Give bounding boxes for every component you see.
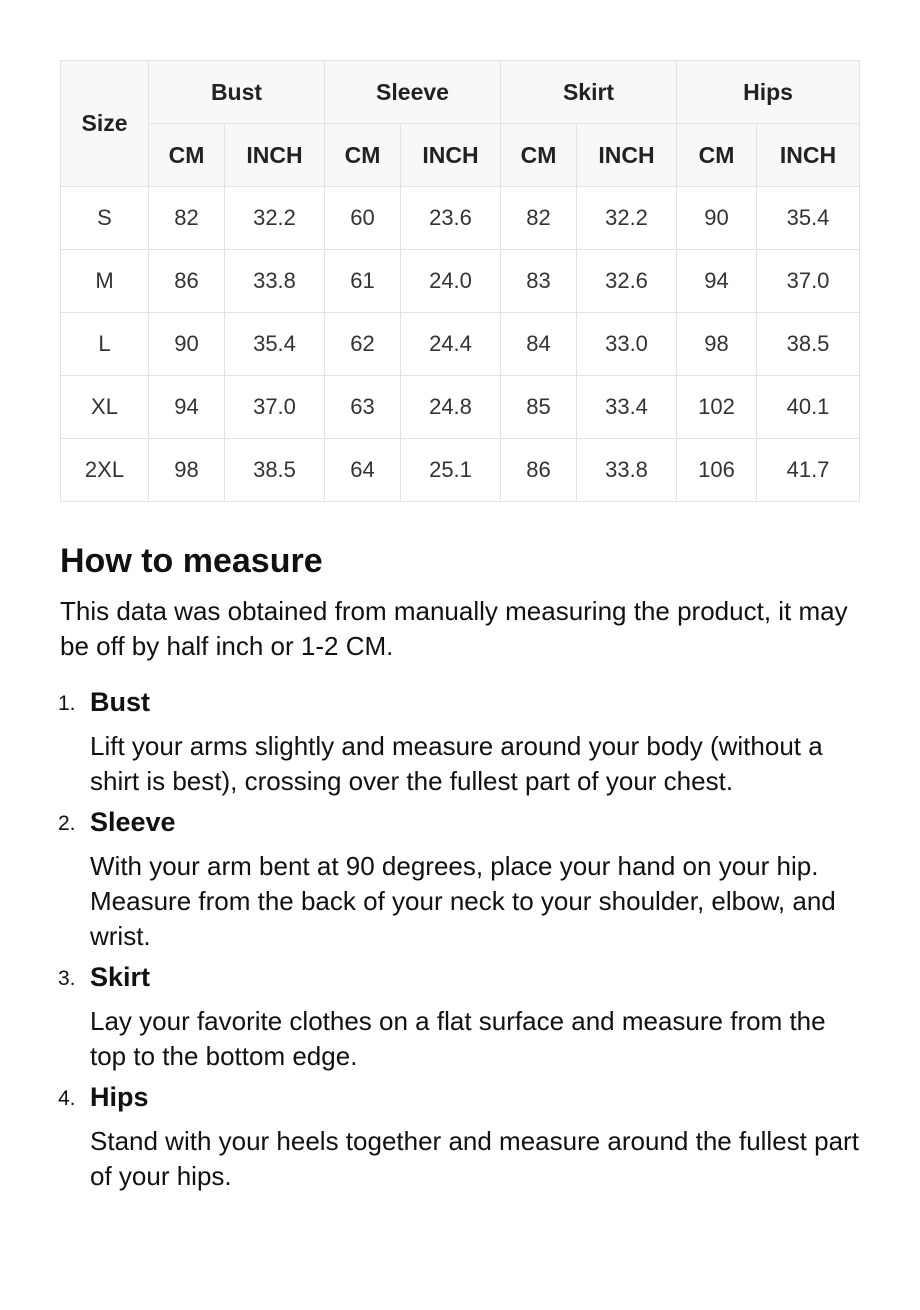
table-cell: 62 xyxy=(325,313,401,376)
table-cell: 86 xyxy=(149,250,225,313)
table-cell: 35.4 xyxy=(757,187,860,250)
header-group-row xyxy=(61,61,860,124)
table-cell: 102 xyxy=(677,376,757,439)
table-cell: 33.8 xyxy=(577,439,677,502)
table-body xyxy=(61,187,860,502)
table-row xyxy=(61,313,860,376)
how-to-measure-heading: How to measure xyxy=(60,542,323,580)
table-row xyxy=(61,439,860,502)
table-cell: 33.4 xyxy=(577,376,677,439)
table-cell: 106 xyxy=(677,439,757,502)
table-cell: 82 xyxy=(501,187,577,250)
list-item xyxy=(60,686,860,799)
step-description: With your arm bent at 90 degrees, place your hand on your hip. Measure from the back of your neck to your shoulder, elbow, and wrist. xyxy=(90,851,836,951)
table-cell: 84 xyxy=(501,313,577,376)
table-cell: 82 xyxy=(149,187,225,250)
group-header-bust: Bust xyxy=(149,61,325,124)
size-cell: M xyxy=(61,250,149,313)
table-cell: 32.6 xyxy=(577,250,677,313)
table-cell: 41.7 xyxy=(757,439,860,502)
step-number: 2. xyxy=(58,812,76,835)
table-cell: 40.1 xyxy=(757,376,860,439)
step-description: Stand with your heels together and measure around the fullest part of your hips. xyxy=(90,1126,859,1191)
size-cell: L xyxy=(61,313,149,376)
step-title-bust: Bust xyxy=(90,687,150,717)
table-cell: 38.5 xyxy=(225,439,325,502)
step-description: Lift your arms slightly and measure around your body (without a shirt is best), crossing over the fullest part of your chest. xyxy=(90,731,823,796)
table-cell: 33.8 xyxy=(225,250,325,313)
step-title-sleeve: Sleeve xyxy=(90,807,176,837)
table-cell: 64 xyxy=(325,439,401,502)
intro-paragraph: This data was obtained from manually measuring the product, it may be off by half inch or 1-2 CM. xyxy=(60,596,848,661)
table-cell: 60 xyxy=(325,187,401,250)
unit-header: CM xyxy=(149,124,225,187)
table-header xyxy=(61,61,860,187)
size-cell: S xyxy=(61,187,149,250)
table-cell: 90 xyxy=(149,313,225,376)
step-number: 3. xyxy=(58,967,76,990)
group-header-sleeve: Sleeve xyxy=(325,61,501,124)
unit-header: INCH xyxy=(577,124,677,187)
step-title-hips: Hips xyxy=(90,1082,149,1112)
header-unit-row xyxy=(61,124,860,187)
table-cell: 61 xyxy=(325,250,401,313)
table-cell: 98 xyxy=(677,313,757,376)
step-title-skirt: Skirt xyxy=(90,962,151,992)
unit-header: CM xyxy=(677,124,757,187)
table-cell: 38.5 xyxy=(757,313,860,376)
unit-header: INCH xyxy=(225,124,325,187)
table-row xyxy=(61,376,860,439)
group-header-hips: Hips xyxy=(677,61,860,124)
unit-header: CM xyxy=(325,124,401,187)
measure-steps-list xyxy=(60,686,860,1194)
table-cell: 86 xyxy=(501,439,577,502)
table-cell: 83 xyxy=(501,250,577,313)
table-cell: 24.0 xyxy=(401,250,501,313)
table-row xyxy=(61,250,860,313)
table-cell: 63 xyxy=(325,376,401,439)
table-cell: 33.0 xyxy=(577,313,677,376)
table-cell: 24.4 xyxy=(401,313,501,376)
table-cell: 90 xyxy=(677,187,757,250)
step-description: Lay your favorite clothes on a flat surface and measure from the top to the bottom edge. xyxy=(90,1006,826,1071)
size-chart-table xyxy=(60,60,860,502)
table-cell: 32.2 xyxy=(577,187,677,250)
step-number: 4. xyxy=(58,1087,76,1110)
group-header-skirt: Skirt xyxy=(501,61,677,124)
list-item xyxy=(60,961,860,1074)
list-item xyxy=(60,806,860,954)
table-cell: 37.0 xyxy=(225,376,325,439)
table-cell: 94 xyxy=(677,250,757,313)
table-cell: 98 xyxy=(149,439,225,502)
step-number: 1. xyxy=(58,692,76,715)
table-cell: 85 xyxy=(501,376,577,439)
size-cell: 2XL xyxy=(61,439,149,502)
list-item xyxy=(60,1081,860,1194)
table-cell: 32.2 xyxy=(225,187,325,250)
table-cell: 37.0 xyxy=(757,250,860,313)
table-cell: 23.6 xyxy=(401,187,501,250)
table-cell: 35.4 xyxy=(225,313,325,376)
unit-header: INCH xyxy=(401,124,501,187)
table-cell: 24.8 xyxy=(401,376,501,439)
unit-header: INCH xyxy=(757,124,860,187)
page-content xyxy=(60,60,860,1201)
unit-header: CM xyxy=(501,124,577,187)
size-column-header: Size xyxy=(61,61,149,187)
table-row xyxy=(61,187,860,250)
size-cell: XL xyxy=(61,376,149,439)
table-cell: 25.1 xyxy=(401,439,501,502)
table-cell: 94 xyxy=(149,376,225,439)
